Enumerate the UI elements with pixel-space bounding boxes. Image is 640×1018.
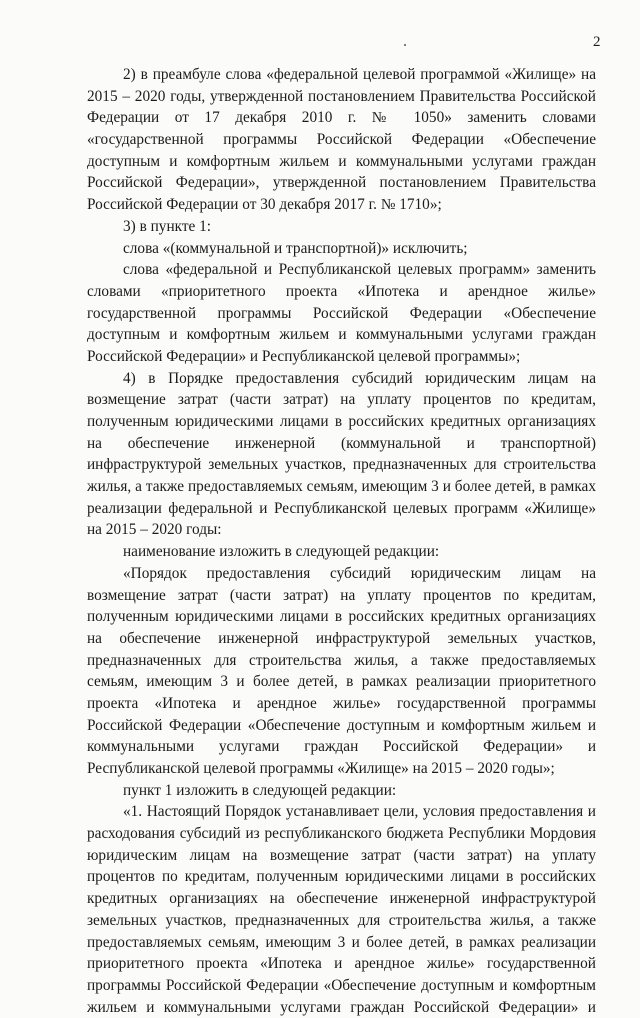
text-line: доступным и комфортным жильем и коммунальными услугами граждан (87, 152, 596, 170)
text-line: «Порядок предоставления субсидий юридическим лицам на (123, 564, 596, 582)
text-line: словами «приоритетного проекта «Ипотека и арендное жилье» (87, 282, 596, 300)
text-line: приоритетного проекта «Ипотека и арендное жилье» государственной (87, 955, 596, 973)
text-line: Российской Федерации «Обеспечение доступным и комфортным жильем и (87, 716, 596, 734)
text-line: Республиканской целевой программы «Жилище» на 2015 – 2020 годы»; (87, 760, 555, 777)
text-line: жильем и коммунальными услугами граждан Российской Федерации» и (87, 998, 596, 1016)
text-line: земельных участков, предназначенных для строительства жилья, а также (87, 911, 596, 929)
text-line: возмещение затрат (части затрат) на уплату процентов по кредитам, (87, 391, 596, 409)
text-line: Федерации от 17 декабря 2010 г. № 1050» заменить словами (87, 109, 596, 127)
text-line: предназначенных для строительства жилья, а также предоставляемых (87, 651, 596, 669)
page-number: 2 (593, 34, 601, 50)
text-line: программы Российской Федерации «Обеспечение доступным и комфортным (87, 976, 596, 994)
text-line: расходования субсидий из республиканского бюджета Республики Мордовия (87, 825, 596, 843)
text-line: 4) в Порядке предоставления субсидий юридическим лицам на (123, 369, 596, 387)
text-line: полученным юридическими лицами в российских кредитных организациях (87, 608, 596, 626)
scan-speck (404, 44, 406, 46)
text-line: кредитных организациях на обеспечение инженерной инфраструктурой (87, 890, 596, 908)
text-line: коммунальными услугами граждан Российской Федерации» и (87, 738, 596, 756)
text-line: слова «федеральной и Республиканской целевых программ» заменить (123, 261, 596, 279)
text-line: процентов по кредитам, полученным юридическими лицами в российских (87, 868, 596, 886)
text-line: жилья, а также предоставляемых семьям, имеющим 3 и более детей, в рамках (87, 478, 596, 496)
text-line: доступным и комфортным жильем и коммунальными услугами граждан (87, 326, 596, 344)
text-line: 2015 – 2020 годы, утвержденной постановлением Правительства Российской (87, 87, 596, 105)
text-line: наименование изложить в следующей редакции: (123, 543, 440, 561)
text-line: проекта «Ипотека и арендное жилье» государственной программы (87, 694, 596, 712)
document-body (87, 64, 596, 1018)
text-line: государственной программы Российской Федерации «Обеспечение (87, 304, 596, 322)
text-line: на обеспечение инженерной (коммунальной и транспортной) (87, 434, 596, 452)
text-line: на 2015 – 2020 годы: (87, 521, 222, 539)
text-line: слова «(коммунальной и транспортной)» исключить; (123, 239, 468, 257)
text-line: на обеспечение инженерной инфраструктурой земельных участков, (87, 629, 596, 647)
text-line: возмещение затрат (части затрат) на уплату процентов по кредитам, (87, 586, 596, 604)
text-line: юридическим лицам на возмещение затрат (части затрат) на уплату (87, 846, 596, 864)
text-line: инфраструктурой земельных участков, предназначенных для строительства (87, 456, 596, 474)
text-line: «государственной программы Российской Федерации «Обеспечение (87, 131, 596, 149)
text-line: «1. Настоящий Порядок устанавливает цели, условия предоставления и (123, 803, 596, 821)
text-line: 2) в преамбуле слова «федеральной целевой программой «Жилище» на (123, 66, 596, 83)
text-line: семьям, имеющим 3 и более детей, в рамках реализации приоритетного (87, 673, 596, 691)
text-line: Российской Федерации», утвержденной постановлением Правительства (87, 174, 596, 192)
text-line: пункт 1 изложить в следующей редакции: (123, 781, 397, 799)
text-line: 3) в пункте 1: (123, 217, 212, 235)
text-line: Российской Федерации от 30 декабря 2017 г. № 1710»; (87, 196, 442, 214)
text-line: Российской Федерации» и Республиканской целевой программы»; (87, 347, 521, 365)
text-line: полученным юридическими лицами в российских кредитных организациях (87, 413, 596, 430)
text-line: предоставляемых семьям, имеющим 3 и более детей, в рамках реализации (87, 933, 596, 951)
text-line: реализации федеральной и Республиканской целевых программ «Жилище» (87, 499, 596, 517)
